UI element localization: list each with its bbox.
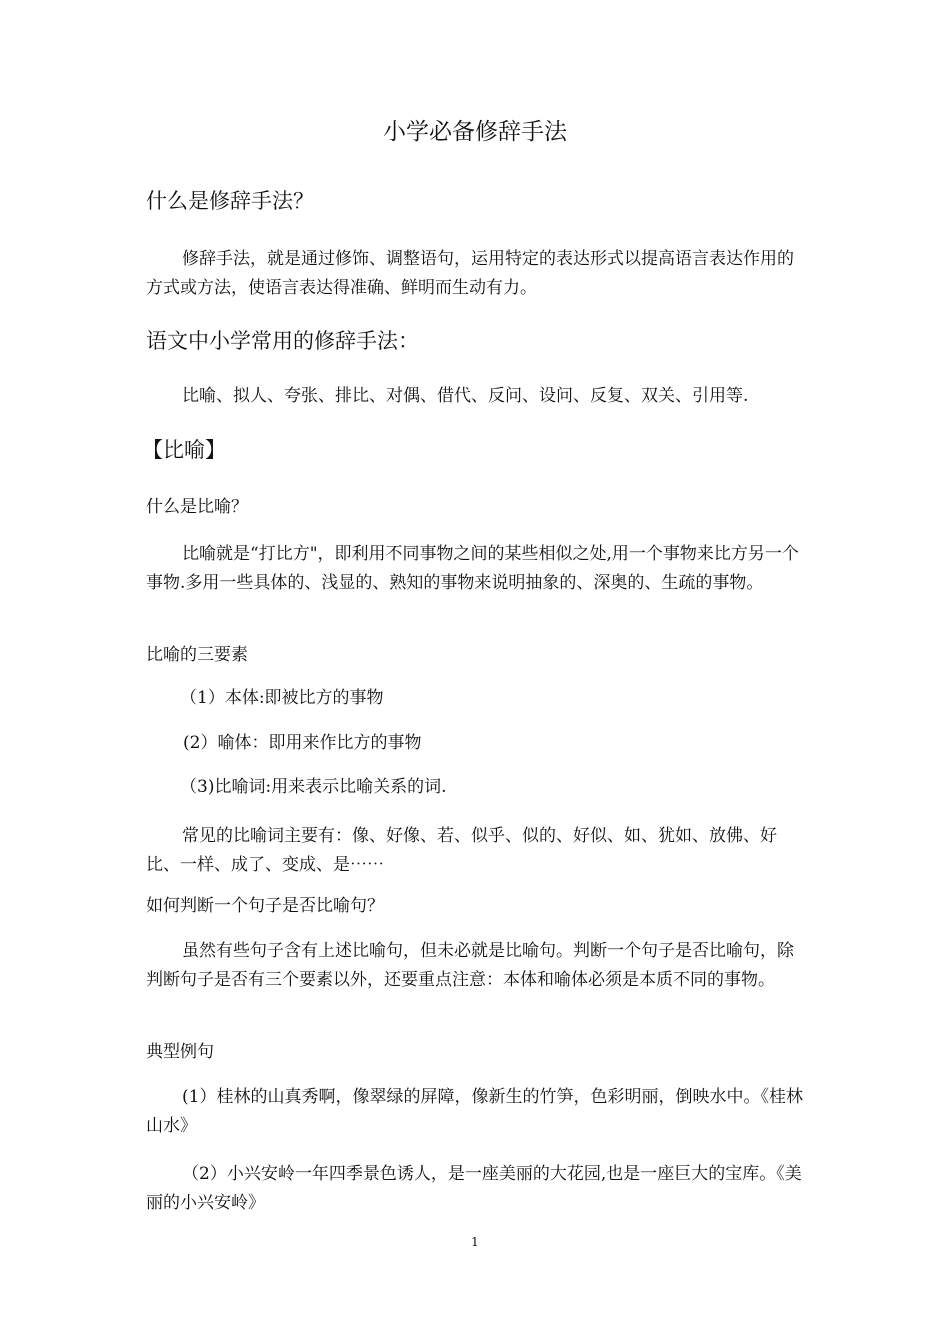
example-sentence-2: （2）小兴安岭一年四季景色诱人，是一座美丽的大花园,也是一座巨大的宝库。《美丽的小兴安岭》 (146, 1164, 802, 1213)
paragraph-definition: 修辞手法，就是通过修饰、调整语句，运用特定的表达形式以提高语言表达作用的方式或方法，使语言表达得准确、鲜明而生动有力。 (146, 249, 794, 298)
paragraph-common-comparators: 常见的比喻词主要有：像、好像、若、似乎、似的、好似、如、犹如、放佛、好比、一样、成了、变成、是⋯⋯ (146, 826, 777, 875)
element-tenor: （1）本体:即被比方的事物 (180, 688, 384, 708)
element-comparator: （3)比喻词:用来表示比喻关系的词. (180, 777, 447, 797)
example-sentence-1: (1）桂林的山真秀啊，像翠绿的屏障，像新生的竹笋，色彩明丽，倒映水中。《桂林山水》 (146, 1087, 803, 1136)
paragraph-metaphor-definition: 比喻就是“打比方"，即利用不同事物之间的某些相似之处,用一个事物来比方另一个事物.多用一些具体的、浅显的、熟知的事物来说明抽象的、深奥的、生疏的事物。 (146, 544, 799, 593)
question-how-to-judge: 如何判断一个句子是否比喻句？ (146, 896, 384, 916)
heading-typical-examples: 典型例句 (146, 1042, 214, 1062)
document-title: 小学必备修辞手法 (383, 119, 567, 145)
section-heading-metaphor: 【比喻】 (142, 438, 226, 462)
question-what-is-metaphor: 什么是比喻？ (146, 497, 248, 517)
element-vehicle: (2）喻体：即用来作比方的事物 (183, 733, 422, 753)
heading-common-devices: 语文中小学常用的修辞手法： (146, 329, 419, 353)
page-number: 1 (471, 1235, 479, 1249)
heading-three-elements: 比喻的三要素 (146, 645, 248, 665)
paragraph-judgement: 虽然有些句子含有上述比喻句，但未必就是比喻句。判断一个句子是否比喻句，除判断句子是否有三个要素以外，还要重点注意：本体和喻体必须是本质不同的事物。 (146, 941, 794, 990)
list-common-devices: 比喻、拟人、夸张、排比、对偶、借代、反问、设问、反复、双关、引用等. (182, 386, 749, 406)
heading-what-is-rhetoric: 什么是修辞手法？ (146, 189, 314, 213)
